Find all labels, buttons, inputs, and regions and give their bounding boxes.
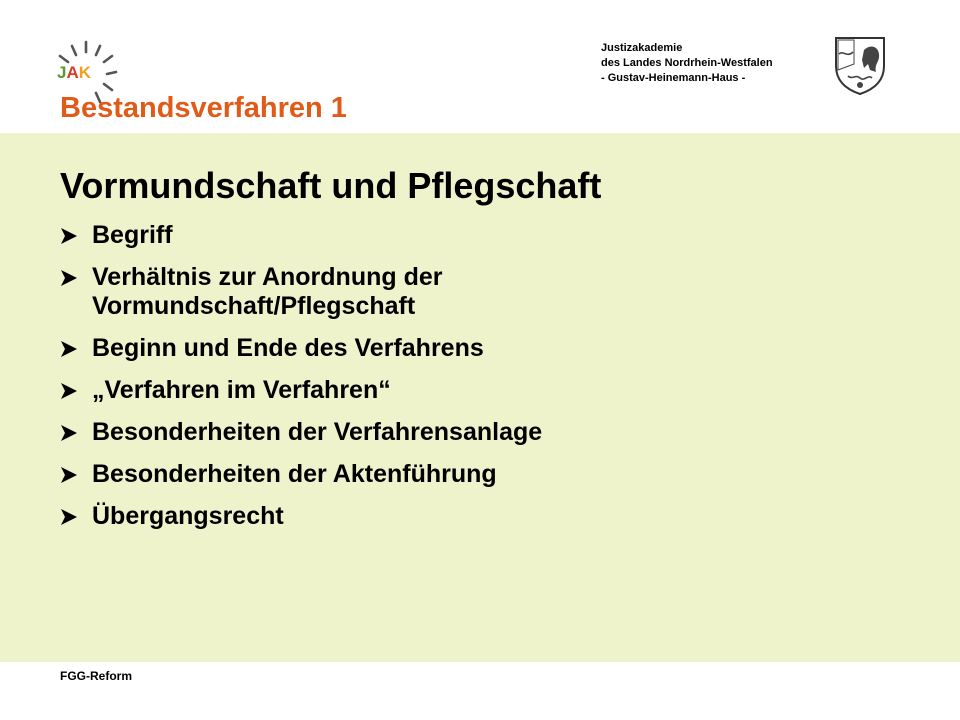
institution-line-3: - Gustav-Heinemann-Haus - <box>601 72 746 84</box>
list-item <box>60 376 542 405</box>
list-item-text: „Verfahren im Verfahren“ <box>92 376 391 404</box>
arrow-bullet-icon <box>60 376 92 400</box>
institution-line-1: Justizakademie <box>601 42 683 54</box>
list-item <box>60 263 542 321</box>
list-item-text: Besonderheiten der Aktenführung <box>92 460 497 488</box>
list-item <box>60 460 542 489</box>
list-item <box>60 221 542 250</box>
nrw-coat-of-arms-icon <box>834 36 886 96</box>
list-item <box>60 418 542 447</box>
list-item-text: Beginn und Ende des Verfahrens <box>92 334 484 362</box>
arrow-bullet-icon <box>60 263 92 287</box>
arrow-bullet-icon <box>60 418 92 442</box>
arrow-bullet-icon <box>60 460 92 484</box>
list-item-text: Übergangsrecht <box>92 502 284 530</box>
list-item-text: Begriff <box>92 221 173 249</box>
list-item <box>60 334 542 363</box>
arrow-bullet-icon <box>60 334 92 358</box>
svg-text:JAK: JAK <box>57 63 92 82</box>
arrow-bullet-icon <box>60 502 92 526</box>
arrow-bullet-icon <box>60 221 92 245</box>
footer-label: FGG-Reform <box>60 669 132 683</box>
institution-block <box>601 41 773 86</box>
institution-line-2: des Landes Nordrhein-Westfalen <box>601 57 773 69</box>
list-item-text: Verhältnis zur Anordnung der Vormundschaft/Pflegschaft <box>92 263 443 320</box>
content-panel <box>0 133 960 662</box>
section-subtitle: Bestandsverfahren 1 <box>60 92 347 124</box>
slide-title: Vormundschaft und Pflegschaft <box>60 165 602 206</box>
list-item-text: Besonderheiten der Verfahrensanlage <box>92 418 543 446</box>
bullet-list <box>60 221 542 544</box>
list-item <box>60 502 542 531</box>
